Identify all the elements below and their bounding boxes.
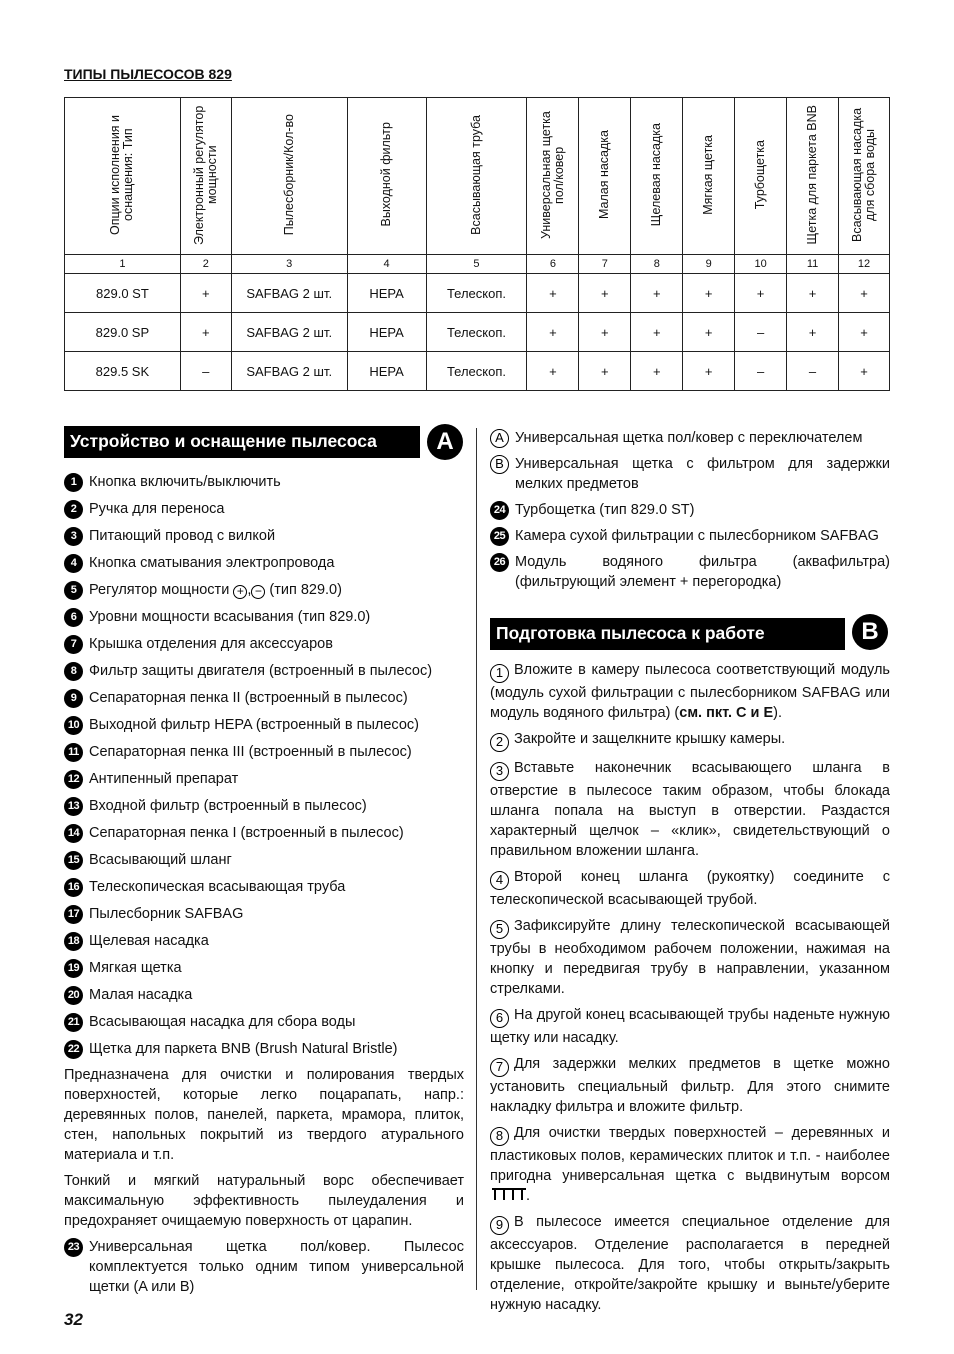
step-9 bbox=[490, 1212, 890, 1315]
column-number: 5 bbox=[426, 255, 527, 274]
item-number-badge: 9 bbox=[64, 689, 83, 708]
item-text: Питающий провод с вилкой bbox=[89, 528, 276, 544]
table-cell: + bbox=[787, 274, 839, 313]
section-a-title: Устройство и оснащение пылесоса bbox=[64, 426, 420, 458]
list-item-24 bbox=[490, 500, 890, 520]
column-number: 9 bbox=[683, 255, 735, 274]
step-text: В пылесосе имеется специальное отделение для аксессуаров. Отделение располагается в передней крышке пылесоса. Для того, чтобы открыть/закрыть отделение, откройте/закройте крышку и выньте/уберите нужную насадку. bbox=[490, 1214, 890, 1313]
minus-circle-icon: − bbox=[251, 585, 265, 599]
table-cell: + bbox=[838, 274, 889, 313]
table-cell: + bbox=[683, 274, 735, 313]
table-header-row bbox=[65, 98, 890, 255]
step-7 bbox=[490, 1054, 890, 1117]
step-text: На другой конец всасывающей трубы наденьте нужную щетку или насадку. bbox=[490, 1007, 890, 1046]
section-a-list bbox=[64, 472, 464, 1066]
list-item-14 bbox=[64, 823, 464, 850]
section-b-steps bbox=[490, 660, 890, 1321]
table-cell: + bbox=[631, 313, 683, 352]
column-header bbox=[231, 98, 347, 255]
column-header-label: Выходной фильтр bbox=[379, 122, 394, 227]
column-number: 11 bbox=[787, 255, 839, 274]
item-number-badge: 17 bbox=[64, 905, 83, 924]
table-cell: + bbox=[180, 313, 231, 352]
table-cell: + bbox=[180, 274, 231, 313]
table-cell: SAFBAG 2 шт. bbox=[231, 352, 347, 391]
step-number-badge: 5 bbox=[490, 920, 509, 939]
item-number-badge: 16 bbox=[64, 878, 83, 897]
column-header bbox=[735, 98, 787, 255]
table-cell: + bbox=[527, 313, 579, 352]
item-number-badge: 1 bbox=[64, 473, 83, 492]
column-header bbox=[579, 98, 631, 255]
column-header bbox=[527, 98, 579, 255]
column-header bbox=[631, 98, 683, 255]
list-item-9 bbox=[64, 688, 464, 715]
table-title: ТИПЫ ПЫЛЕСОСОВ 829 bbox=[64, 66, 232, 82]
table-cell: SAFBAG 2 шт. bbox=[231, 274, 347, 313]
item-text: Модуль водяного фильтра (аквафильтра) (фильтрующий элемент + перегородка) bbox=[515, 554, 890, 590]
item-text: Пылесборник SAFBAG bbox=[89, 906, 244, 922]
item-number-badge: 22 bbox=[64, 1040, 83, 1059]
step-8 bbox=[490, 1123, 890, 1206]
item-text: Щетка для паркета BNB (Brush Natural Bristle) bbox=[89, 1041, 398, 1057]
item-number-badge: 2 bbox=[64, 500, 83, 519]
list-item-5 bbox=[64, 580, 464, 607]
table-cell: + bbox=[838, 313, 889, 352]
item-text: Щелевая насадка bbox=[89, 933, 209, 949]
column-number: 6 bbox=[527, 255, 579, 274]
list-item-A bbox=[490, 428, 890, 448]
column-header-label: Щелевая насадка bbox=[649, 122, 664, 227]
item-number-badge: 26 bbox=[490, 553, 509, 572]
list-item-12 bbox=[64, 769, 464, 796]
table-row bbox=[65, 352, 890, 391]
item-number-badge: 5 bbox=[64, 581, 83, 600]
item-number-badge: 25 bbox=[490, 527, 509, 546]
table-cell: – bbox=[180, 352, 231, 391]
step-number-badge: 9 bbox=[490, 1216, 509, 1235]
step-5 bbox=[490, 916, 890, 999]
column-number: 3 bbox=[231, 255, 347, 274]
table-cell: + bbox=[735, 274, 787, 313]
item-number-badge: 4 bbox=[64, 554, 83, 573]
step-3 bbox=[490, 758, 890, 861]
item-number-badge: 3 bbox=[64, 527, 83, 546]
table-cell: SAFBAG 2 шт. bbox=[231, 313, 347, 352]
item-text: Всасывающая насадка для сбора воды bbox=[89, 1014, 356, 1030]
item-number-badge: 19 bbox=[64, 959, 83, 978]
list-item-20 bbox=[64, 985, 464, 1012]
table-cell: Телескоп. bbox=[426, 274, 527, 313]
item-number-badge: 10 bbox=[64, 716, 83, 735]
item-text: Ручка для переноса bbox=[89, 501, 225, 517]
column-header-label: Турбощетка bbox=[753, 139, 768, 210]
item-text: Крышка отделения для аксессуаров bbox=[89, 636, 333, 652]
column-number: 7 bbox=[579, 255, 631, 274]
column-header bbox=[347, 98, 426, 255]
column-header-label: Электронный регулятор мощности bbox=[191, 104, 219, 245]
table-cell: 829.5 SK bbox=[65, 352, 181, 391]
table-row bbox=[65, 313, 890, 352]
item-text-suffix: (тип 829.0) bbox=[269, 582, 342, 598]
paragraph-bnb-bristle: Тонкий и мягкий натуральный ворс обеспечивает максимальную эффективность пылеудаления и предохраняет очищаемую поверхность от царапин. bbox=[64, 1173, 464, 1229]
item-text-main: Регулятор мощности bbox=[89, 582, 230, 598]
step-2 bbox=[490, 729, 890, 752]
section-a-text bbox=[64, 1065, 464, 1297]
spec-table bbox=[64, 97, 890, 391]
plus-circle-icon: + bbox=[233, 585, 247, 599]
step-6 bbox=[490, 1005, 890, 1048]
item-text: Телескопическая всасывающая труба bbox=[89, 879, 346, 895]
list-item-2 bbox=[64, 499, 464, 526]
column-number: 10 bbox=[735, 255, 787, 274]
column-header-label: Всасывающая труба bbox=[468, 114, 483, 235]
table-cell: + bbox=[527, 274, 579, 313]
step-number-badge: 7 bbox=[490, 1058, 509, 1077]
step-number-badge: 1 bbox=[490, 664, 509, 683]
item-text: Всасывающий шланг bbox=[89, 852, 232, 868]
column-header-label: Пылесборник/Кол-во bbox=[281, 113, 296, 236]
item-number-badge: 24 bbox=[490, 501, 509, 520]
column-header-label: Опции исполнения и оснащения: Тип bbox=[108, 114, 136, 235]
item-text: Сепараторная пенка III (встроенный в пылесос) bbox=[89, 744, 412, 760]
item-text: Камера сухой фильтрации с пылесборником SAFBAG bbox=[515, 528, 879, 544]
column-number: 4 bbox=[347, 255, 426, 274]
table-cell: + bbox=[579, 274, 631, 313]
item-text: Малая насадка bbox=[89, 987, 193, 1003]
table-cell: 829.0 SP bbox=[65, 313, 181, 352]
item-number-badge: 15 bbox=[64, 851, 83, 870]
item-text: Сепараторная пенка II (встроенный в пылесос) bbox=[89, 690, 408, 706]
step-reference: см. пкт. C и E bbox=[679, 705, 774, 721]
item-number-badge: 20 bbox=[64, 986, 83, 1005]
table-cell: – bbox=[735, 352, 787, 391]
section-a-letter: A bbox=[427, 424, 463, 460]
table-number-row bbox=[65, 255, 890, 274]
item-text: Кнопка включить/выключить bbox=[89, 474, 281, 490]
step-number-badge: 6 bbox=[490, 1009, 509, 1028]
table-cell: – bbox=[735, 313, 787, 352]
column-divider bbox=[476, 428, 477, 1290]
column-header bbox=[838, 98, 889, 255]
list-item-7 bbox=[64, 634, 464, 661]
column-header-label: Универсальная щетка пол/ковер bbox=[538, 110, 566, 239]
table-cell: + bbox=[683, 313, 735, 352]
step-text: Вставьте наконечник всасывающего шланга в отверстие в пылесосе таким образом, чтобы блокада шланга попала на выступ в отверстии. Раздастся характерный щелчок – «клик», свидетельствующий о правильном вложении шланга. bbox=[490, 760, 890, 859]
item-number-badge: A bbox=[490, 429, 509, 448]
list-item-21 bbox=[64, 1012, 464, 1039]
item-text: Фильтр защиты двигателя (встроенный в пылесос) bbox=[89, 663, 433, 679]
item-text: Универсальная щетка пол/ковер с переключателем bbox=[515, 430, 863, 446]
step-number-badge: 8 bbox=[490, 1127, 509, 1146]
column-header-label: Щетка для паркета BNB bbox=[805, 104, 820, 245]
table-cell: Телескоп. bbox=[426, 352, 527, 391]
column-header bbox=[180, 98, 231, 255]
item-number-badge: 14 bbox=[64, 824, 83, 843]
list-item-3 bbox=[64, 526, 464, 553]
column-number: 1 bbox=[65, 255, 181, 274]
list-item-26 bbox=[490, 552, 890, 592]
table-cell: + bbox=[683, 352, 735, 391]
page-number: 32 bbox=[64, 1310, 83, 1329]
list-item-23 bbox=[64, 1237, 464, 1297]
list-item-13 bbox=[64, 796, 464, 823]
table-cell: HEPA bbox=[347, 274, 426, 313]
item-text: Выходной фильтр HEPA (встроенный в пылесос) bbox=[89, 717, 419, 733]
section-b-title: Подготовка пылесоса к работе bbox=[490, 618, 845, 650]
item-text: Универсальная щетка пол/ковер. Пылесос комплектуется только одним типом универсальной щетки (A или B) bbox=[89, 1239, 464, 1295]
column-number: 2 bbox=[180, 255, 231, 274]
step-text: Вложите в камеру пылесоса соответствующий модуль (модуль сухой фильтрации с пылесборником SAFBAG или модуль водяного фильтра) ( bbox=[490, 662, 890, 721]
item-text: Универсальная щетка с фильтром для задержки мелких предметов bbox=[515, 456, 890, 492]
item-number-badge: 11 bbox=[64, 743, 83, 762]
list-item-17 bbox=[64, 904, 464, 931]
step-text: Для задержки мелких предметов в щетке можно установить специальный фильтр. Для этого снимите накладку фильтра и вложите фильтр. bbox=[490, 1056, 890, 1115]
table-row bbox=[65, 274, 890, 313]
list-item-15 bbox=[64, 850, 464, 877]
column-header bbox=[787, 98, 839, 255]
list-item-16 bbox=[64, 877, 464, 904]
item-number-badge: 23 bbox=[64, 1238, 83, 1257]
table-cell: HEPA bbox=[347, 313, 426, 352]
table-cell: Телескоп. bbox=[426, 313, 527, 352]
list-item-25 bbox=[490, 526, 890, 546]
column-header bbox=[426, 98, 527, 255]
item-text: Регулятор мощности + , − (тип 829.0) bbox=[89, 582, 342, 598]
item-number-badge: 18 bbox=[64, 932, 83, 951]
item-text: Мягкая щетка bbox=[89, 960, 182, 976]
table-cell: HEPA bbox=[347, 352, 426, 391]
item-text: Уровни мощности всасывания (тип 829.0) bbox=[89, 609, 371, 625]
item-text: Сепараторная пенка I (встроенный в пылесос) bbox=[89, 825, 404, 841]
step-number-badge: 3 bbox=[490, 762, 509, 781]
item-text: Турбощетка (тип 829.0 ST) bbox=[515, 502, 695, 518]
section-b-letter: B bbox=[852, 614, 888, 650]
step-tail: ). bbox=[773, 705, 782, 721]
column-header-label: Малая насадка bbox=[597, 129, 612, 220]
item-text: Входной фильтр (встроенный в пылесос) bbox=[89, 798, 367, 814]
step-text: Второй конец шланга (рукоятку) соедините с телескопической всасывающей трубой. bbox=[490, 869, 890, 908]
list-item-B bbox=[490, 454, 890, 494]
step-4 bbox=[490, 867, 890, 910]
list-item-11 bbox=[64, 742, 464, 769]
list-item-18 bbox=[64, 931, 464, 958]
list-item-6 bbox=[64, 607, 464, 634]
table-cell: + bbox=[527, 352, 579, 391]
step-text: Зафиксируйте длину телескопической всасывающей трубы в необходимом рабочем положении, нажимая на кнопку и передвигая трубу в направлении, указанном стрелками. bbox=[490, 918, 890, 997]
list-item-4 bbox=[64, 553, 464, 580]
column-header-label: Всасывающая насадка для сбора воды bbox=[849, 107, 877, 242]
column-header bbox=[683, 98, 735, 255]
step-text: Закройте и защелкните крышку камеры. bbox=[514, 731, 786, 747]
column-header bbox=[65, 98, 181, 255]
item-number-badge: B bbox=[490, 455, 509, 474]
list-item-1 bbox=[64, 472, 464, 499]
table-cell: – bbox=[787, 352, 839, 391]
step-text: Для очистки твердых поверхностей – деревянных и пластиковых полов, керамических плиток и т.п. - наиболее пригодна универсальная щетка с выдвинутым ворсом bbox=[490, 1125, 890, 1184]
table-cell: + bbox=[579, 313, 631, 352]
list-item-8 bbox=[64, 661, 464, 688]
extended-bristle-icon bbox=[492, 1188, 526, 1200]
paragraph-bnb-purpose: Предназначена для очистки и полирования твердых поверхностей, которые легко поцарапать, напр.: деревянных полов, панелей, паркета, мрамора, плиток, стен, напольных покрытий из твердого атурального материала и т.п. bbox=[64, 1067, 464, 1163]
column-number: 12 bbox=[838, 255, 889, 274]
right-top-list bbox=[490, 428, 890, 598]
step-1 bbox=[490, 660, 890, 723]
table-cell: + bbox=[787, 313, 839, 352]
step-tail: . bbox=[526, 1188, 531, 1204]
list-item-22 bbox=[64, 1039, 464, 1066]
item-number-badge: 12 bbox=[64, 770, 83, 789]
column-header-label: Мягкая щетка bbox=[701, 134, 716, 215]
list-item-10 bbox=[64, 715, 464, 742]
item-number-badge: 6 bbox=[64, 608, 83, 627]
item-text: Кнопка сматывания электропровода bbox=[89, 555, 335, 571]
table-cell: + bbox=[631, 274, 683, 313]
item-number-badge: 13 bbox=[64, 797, 83, 816]
item-number-badge: 8 bbox=[64, 662, 83, 681]
item-text: Антипенный препарат bbox=[89, 771, 239, 787]
item-number-badge: 7 bbox=[64, 635, 83, 654]
step-number-badge: 4 bbox=[490, 871, 509, 890]
item-number-badge: 21 bbox=[64, 1013, 83, 1032]
table-cell: + bbox=[838, 352, 889, 391]
step-number-badge: 2 bbox=[490, 733, 509, 752]
list-item-19 bbox=[64, 958, 464, 985]
column-number: 8 bbox=[631, 255, 683, 274]
table-cell: + bbox=[631, 352, 683, 391]
table-cell: 829.0 ST bbox=[65, 274, 181, 313]
table-cell: + bbox=[579, 352, 631, 391]
